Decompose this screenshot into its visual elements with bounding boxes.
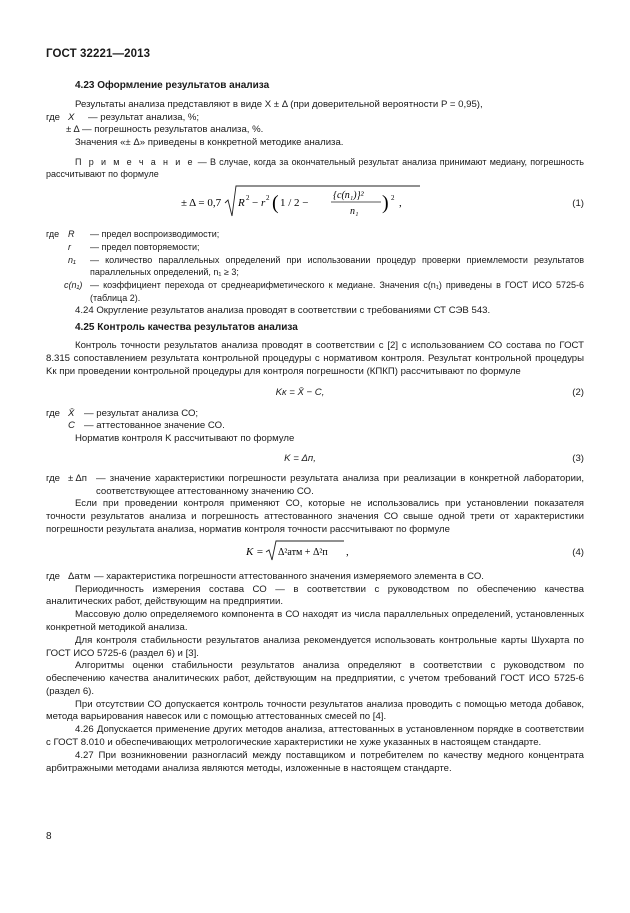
symbol: R: [68, 228, 75, 239]
eq4-lhs: K =: [246, 546, 264, 559]
equation-1: [46, 184, 584, 224]
where-label: где: [46, 570, 61, 582]
svg-text:2: 2: [266, 193, 270, 202]
eq1-R: R: [238, 196, 245, 209]
symbol: ± Δп: [68, 472, 88, 484]
symbol: X: [68, 111, 75, 123]
paragraph: Массовую долю определяемого компонента в СО находят из числа параллельных определений, установленных конкретной методикой анализа.: [46, 609, 584, 633]
symbol: X̄: [68, 407, 75, 419]
section-heading-4-23: 4.23 Оформление результатов анализа: [75, 80, 270, 91]
equation-number: (4): [572, 547, 584, 559]
document-header: ГОСТ 32221—2013: [46, 48, 151, 60]
eq1-half: 1 / 2 −: [280, 196, 309, 209]
definition-row: [46, 571, 584, 584]
definition-text: — результат анализа, %;: [88, 111, 200, 123]
equation-2: [46, 387, 584, 400]
definition-row: [46, 112, 584, 125]
where-label: где: [46, 407, 61, 419]
definition-text: — погрешность результатов анализа, %.: [82, 124, 264, 136]
paragraph: Если при проведении контроля применяют СО, которые не использовались при установлении показателя точности результатов анализа и погрешность аттестованного значения СО свыше одной трети от характеристики погрешности результата анализа, норматив контроля точности рассчитывают по формуле: [46, 498, 584, 535]
equation-number: (1): [572, 197, 584, 209]
formula-control-norm: [240, 539, 360, 563]
definition-row: [46, 420, 584, 433]
equation-4: [46, 541, 584, 567]
symbol: C: [68, 420, 75, 432]
definition-text: — предел повторяемости;: [90, 241, 200, 252]
definition-text: — результат анализа СО;: [84, 407, 199, 419]
paragraph: Периодичность измерения состава СО — в соответствии с руководством по обеспечению качества аналитических работ, действующим на предприятии.: [46, 583, 584, 608]
note: [46, 156, 584, 180]
svg-text:,: ,: [346, 546, 349, 559]
definition-row: [46, 473, 584, 499]
paragraph: Для контроля стабильности результатов анализа рекомендуется использовать контрольные карты Шухарта по ГОСТ ИСО 5725-6 (раздел 6) и [3].: [46, 634, 584, 659]
eq1-exp: 2: [246, 193, 250, 202]
definition-text: — количество параллельных определений при использовании процедур проверки приемлемости результатов параллельных определений, n₁ ≥ 3;: [90, 254, 584, 278]
paragraph: Норматив контроля K рассчитывают по формуле: [75, 433, 295, 445]
symbol: n₁: [68, 254, 76, 265]
definition-row: [46, 408, 584, 421]
definition-row: [46, 254, 584, 280]
symbol: c(n₁): [64, 280, 83, 291]
definition-row: [46, 124, 584, 137]
svg-text:): ): [382, 191, 389, 214]
eq1-r: r: [261, 196, 266, 209]
svg-text:2: 2: [391, 193, 395, 202]
paragraph-4-26: 4.26 Допускается применение других методов анализа, аттестованных в установленном порядке в соответствии с ГОСТ 8.010 и обеспечивающих метрологические характеристики не хуже указанных в настоящем стандарте.: [46, 724, 584, 749]
definition-text: — аттестованное значение СО.: [84, 420, 225, 432]
eq1-denominator: n₁: [350, 205, 359, 217]
paragraph: Значения «± Δ» приведены в конкретной методике анализа.: [75, 137, 344, 149]
paragraph-4-27: 4.27 При возникновении разногласий между поставщиком и потребителем по качеству медного концентрата арбитражными методами анализа являются методы, изложенные в настоящем стандарте.: [46, 749, 584, 774]
formula: K = Δп,: [284, 452, 316, 464]
page-body: [46, 80, 584, 775]
where-label: где: [46, 228, 60, 239]
symbol: Δатм: [68, 570, 91, 582]
paragraph: Алгоритмы оценки стабильности результатов анализа определяют в соответствии с руководством по обеспечению качества аналитических работ, действующим на предприятии, с учетом требований ГОСТ ИСО 5725-6 (раздел 6).: [46, 660, 584, 697]
equation-3: [46, 453, 584, 466]
note-label: П р и м е ч а н и е: [75, 156, 195, 167]
formula-median-error: [175, 183, 425, 221]
note-text: — В случае, когда за окончательный результат анализа принимают медиану, погрешность рассчитывают по формуле: [46, 156, 584, 179]
definition-row: [46, 241, 584, 254]
eq1-numerator: {c(n₁)}²: [333, 189, 364, 201]
svg-text:(: (: [272, 191, 279, 214]
definition-row: [46, 279, 584, 305]
eq4-radicand: Δ²атм + Δ²п: [278, 547, 328, 559]
equation-number: (2): [572, 386, 584, 398]
definition-row: [46, 228, 584, 241]
section-heading-4-25: 4.25 Контроль качества результатов анализа: [75, 321, 298, 333]
definition-text: — коэффициент перехода от среднеарифметического к медиане. Значения c(n₁) приведены в ГОСТ ИСО 5725-6 (таблица 2).: [90, 280, 584, 303]
paragraph-4-24: 4.24 Округление результатов анализа проводят в соответствии с требованиями СТ СЭВ 543.: [75, 304, 491, 316]
definition-text: — значение характеристики погрешности результата анализа при реализации в конкретной лаборатории, соответствующее аттестованному значению СО.: [96, 472, 584, 497]
svg-text:,: ,: [399, 196, 402, 209]
paragraph: Результаты анализа представляют в виде X ± Δ (при доверительной вероятности P = 0,95),: [75, 98, 483, 110]
where-label: где: [46, 111, 61, 123]
formula: Kк = X̄ − C,: [275, 386, 325, 398]
eq1-lhs: ± Δ = 0,7: [181, 196, 222, 209]
equation-number: (3): [572, 452, 584, 464]
symbol: r: [68, 241, 71, 252]
paragraph: Контроль точности результатов анализа проводят в соответствии с [2] с использованием СО состава по ГОСТ 8.315 сопоставлением результата контрольной процедуры с нормативом контроля. Результат контрольной процедуры Kк при проведении контрольной процедуры для контроля погрешности (КПКП) рассчитывают по формуле: [46, 340, 584, 377]
svg-text:−: −: [252, 196, 259, 209]
paragraph: При отсутствии СО допускается контроль точности результатов анализа проводить с помощью метода добавок, метода варьирования навесок или с помощью аттестованных смесей по [4].: [46, 698, 584, 723]
definition-text: — характеристика погрешности аттестованного значения измеряемого элемента в СО.: [94, 570, 484, 582]
symbol: ± Δ: [66, 124, 80, 136]
where-label: где: [46, 472, 61, 484]
definitions-list: [46, 228, 584, 305]
definition-text: — предел воспроизводимости;: [90, 228, 220, 239]
page-number: 8: [46, 831, 52, 842]
